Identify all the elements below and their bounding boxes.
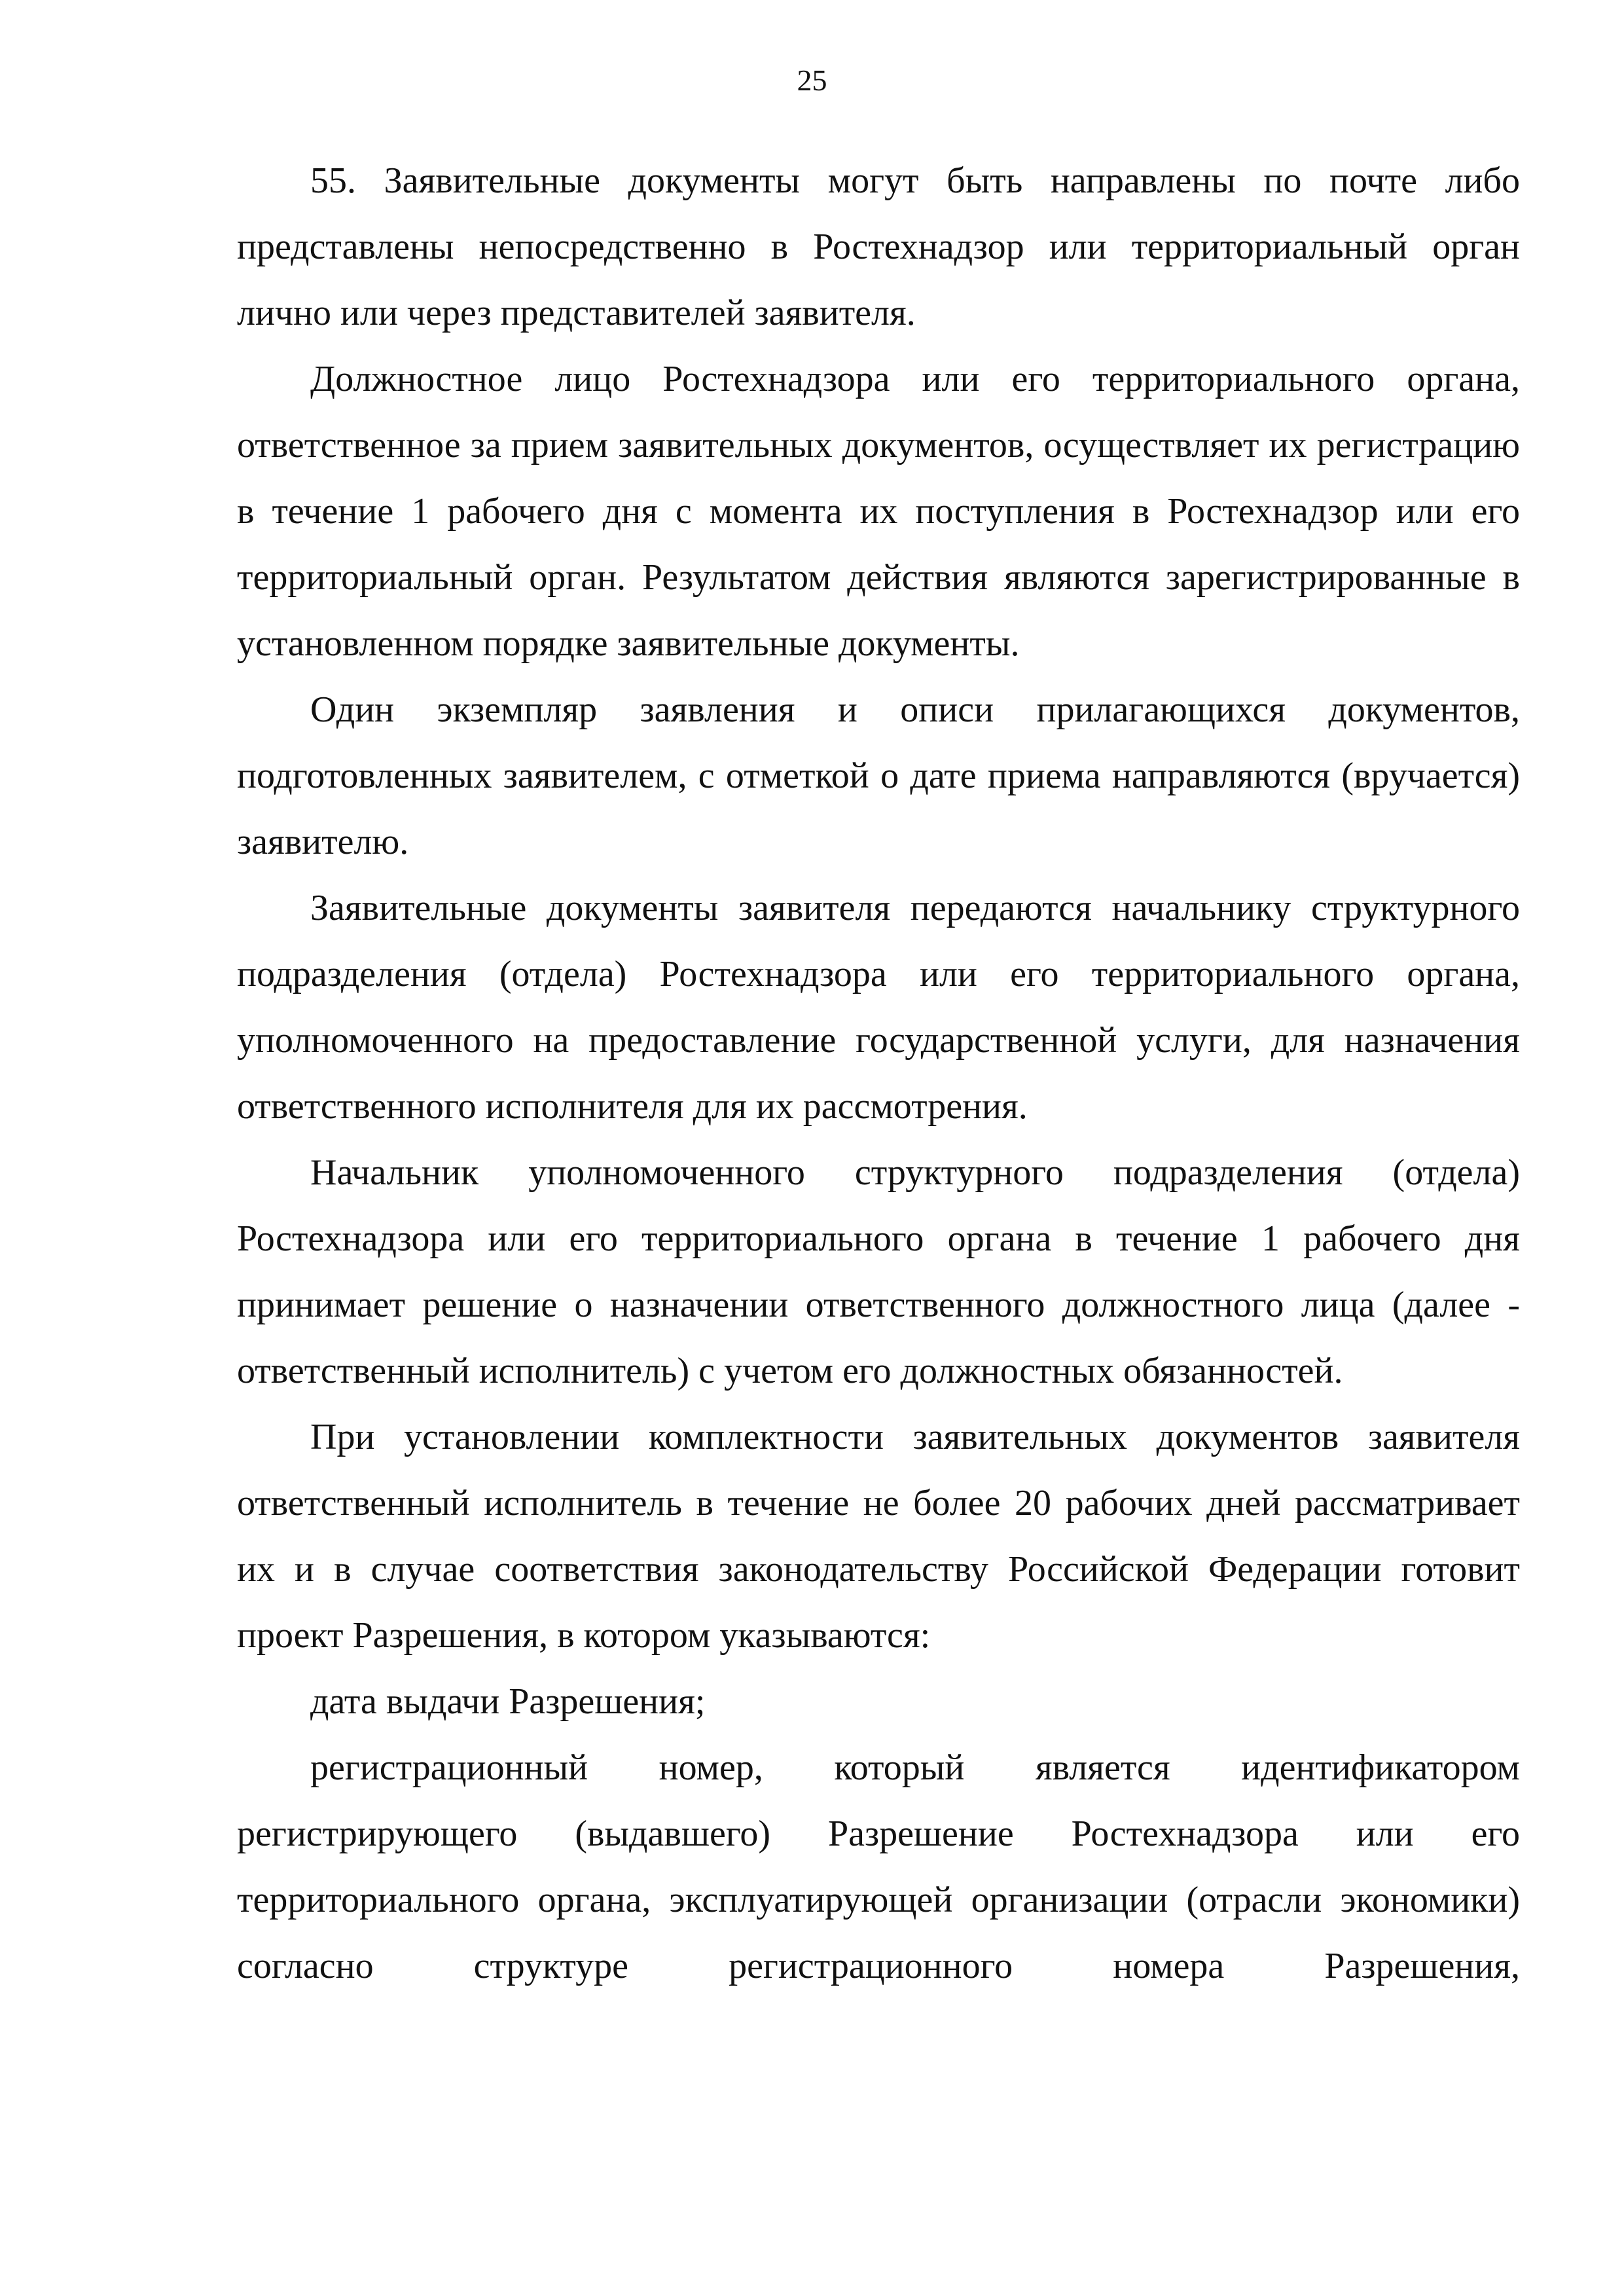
paragraph-transfer: Заявительные документы заявителя передаются начальнику структурного подразделения (отдела) Ростехнадзора или его территориального органа, уполномоченного на предоставление государственной услуги, для назначения ответственного исполнителя для их рассмотрения. [237, 888, 1520, 1127]
paragraph-issue-date: дата выдачи Разрешения; [310, 1681, 706, 1722]
paragraph-copy-issued: Один экземпляр заявления и описи прилагающихся документов, подготовленных заявителем, с отметкой о дате приема направляются (вручается) заявителю. [237, 689, 1520, 862]
paragraph-registration-number: регистрационный номер, который является идентификатором регистрирующего (выдавшего) Разрешение Ростехнадзора или его территориального органа, эксплуатирующей организации (отрасли экономики) согласно структуре регистрационного номера Разрешения, [237, 1747, 1520, 1986]
paragraph-55: 55. Заявительные документы могут быть направлены по почте либо представлены непосредственно в Ростехнадзор или территориальный орган лично или через представителей заявителя. [237, 160, 1520, 333]
paragraph-head-decision: Начальник уполномоченного структурного подразделения (отдела) Ростехнадзора или его территориального органа в течение 1 рабочего дня принимает решение о назначении ответственного должностного лица (далее - ответственный исполнитель) с учетом его должностных обязанностей. [237, 1152, 1520, 1391]
document-body [237, 148, 1520, 1999]
paragraph-registration: Должностное лицо Ростехнадзора или его территориального органа, ответственное за прием заявительных документов, осуществляет их регистрацию в течение 1 рабочего дня с момента их поступления в Ростехнадзор или его территориальный орган. Результатом действия являются зарегистрированные в установленном порядке заявительные документы. [237, 359, 1520, 664]
page-number: 25 [797, 64, 827, 97]
paragraph-review: При установлении комплектности заявительных документов заявителя ответственный исполнитель в течение не более 20 рабочих дней рассматривает их и в случае соответствия законодательству Российской Федерации готовит проект Разрешения, в котором указываются: [237, 1417, 1520, 1656]
